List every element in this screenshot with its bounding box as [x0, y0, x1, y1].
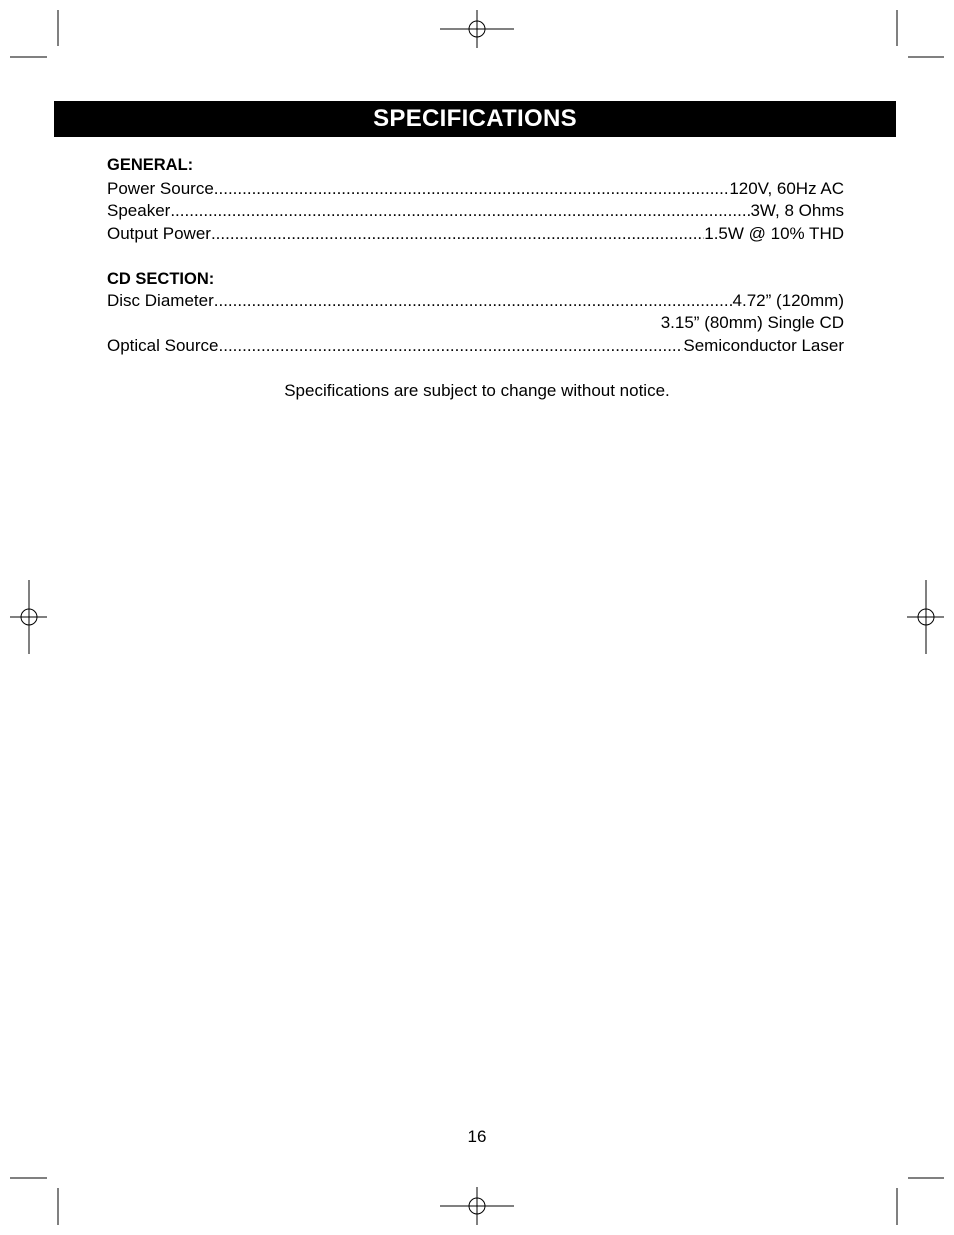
spec-value: 120V, 60Hz AC — [729, 179, 844, 198]
page-number: 16 — [467, 1127, 487, 1146]
spec-value-continuation: 3.15” (80mm) Single CD — [660, 313, 844, 332]
change-notice: Specifications are subject to change without notice. — [284, 381, 670, 400]
spec-label: Output Power — [107, 224, 211, 243]
general-heading: GENERAL: — [107, 156, 194, 174]
spec-row-power-source — [107, 179, 844, 201]
dot-leader — [219, 336, 684, 356]
spec-value: 1.5W @ 10% THD — [704, 224, 844, 243]
cd-section-heading: CD SECTION: — [107, 270, 215, 288]
page-title: SPECIFICATIONS — [373, 105, 577, 132]
spec-label: Speaker — [107, 201, 171, 220]
dot-leader — [211, 224, 704, 244]
dot-leader — [170, 201, 750, 221]
spec-value: 4.72” (120mm) — [732, 291, 844, 310]
spec-label: Optical Source — [107, 336, 219, 355]
spec-label: Power Source — [107, 179, 214, 198]
dot-leader — [214, 179, 730, 199]
spec-row-disc-diameter — [107, 291, 844, 313]
spec-value: 3W, 8 Ohms — [750, 201, 844, 220]
spec-row-output-power — [107, 224, 844, 246]
section-title-bar — [54, 101, 896, 137]
dot-leader — [214, 291, 733, 311]
spec-row-optical-source — [107, 336, 844, 358]
spec-row-speaker — [107, 201, 844, 223]
spec-value: Semiconductor Laser — [683, 336, 844, 355]
spec-label: Disc Diameter — [107, 291, 214, 310]
